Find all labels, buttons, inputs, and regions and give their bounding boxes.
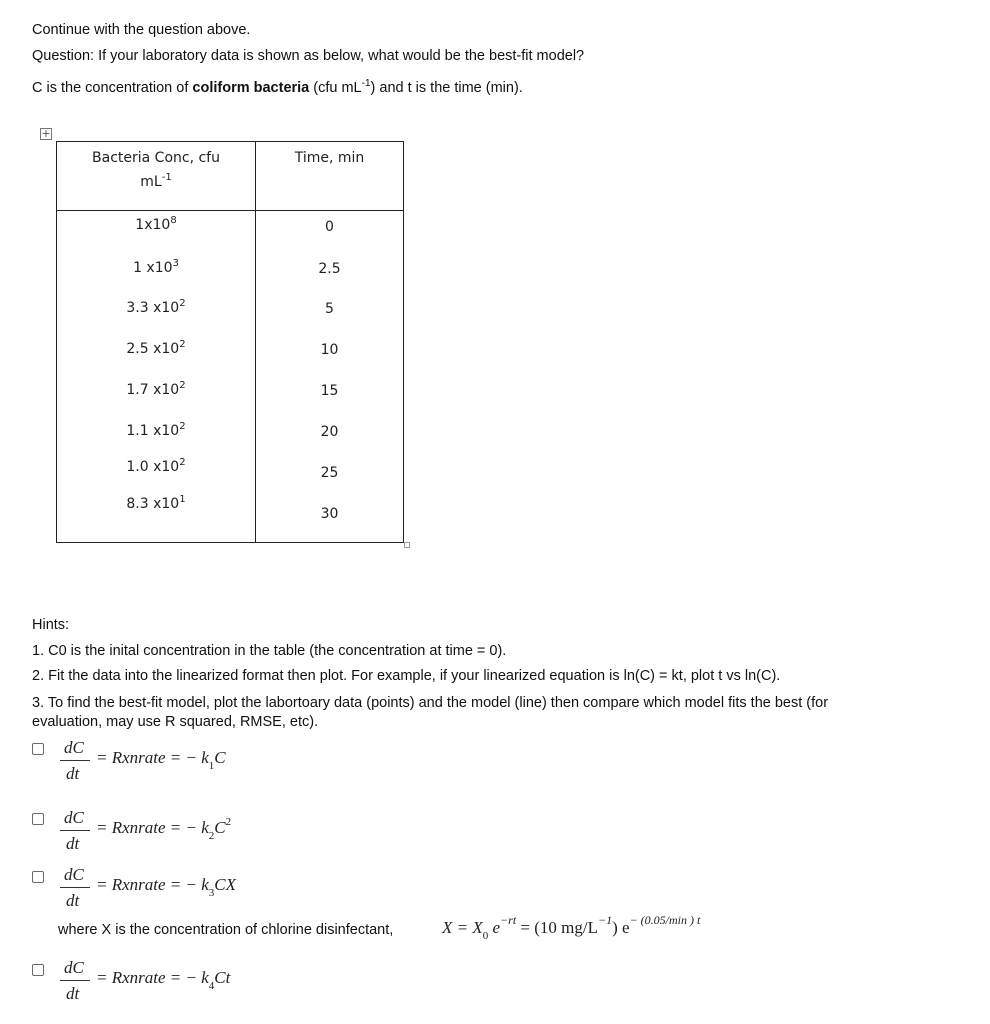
data-table <box>56 141 404 543</box>
conc-cell: 2.5 $x10^2$ <box>126 339 186 357</box>
option-1-checkbox[interactable] <box>32 743 44 755</box>
definition-mid: (cfu mL <box>309 80 362 96</box>
option-4-equation: dC dt = Rxnrate = − $k_4Ct$ <box>60 958 320 1008</box>
hint-1: 1. C0 is the inital concentration in the table (the concentration at time = 0). <box>32 643 507 659</box>
hint-2: 2. Fit the data into the linearized format then plot. For example, if your linearized equation is ln(C) = kt, plot t vs ln(C). <box>32 668 781 684</box>
intro-line-1: Continue with the question above. <box>32 22 251 38</box>
option-4-checkbox[interactable] <box>32 964 44 976</box>
time-cell: 10 <box>320 342 339 358</box>
header-conc <box>57 146 255 194</box>
time-cell: 20 <box>320 424 339 440</box>
option-1-equation: dC dt = Rxnrate = − $k_1C$ <box>60 738 320 788</box>
conc-cell: 1 $x10^3$ <box>133 258 179 276</box>
header-conc-line1: Bacteria Conc, cfu <box>92 150 220 166</box>
chlorine-equation: $X = X_0$ $e^{-rt} = (10$ $mg/L^{-1}$) $e^{- (0.05/min ) t}$ <box>442 913 701 942</box>
header-time: Time, min <box>294 150 365 166</box>
definition-post: ) and t is the time (min). <box>370 80 523 96</box>
conc-cell: 1.0 $x10^2$ <box>126 457 186 475</box>
concentration-definition <box>32 79 523 97</box>
conc-cell: 3.3 $x10^2$ <box>126 298 186 316</box>
time-cell: 2.5 <box>318 261 341 277</box>
definition-sup: -1 <box>361 78 371 89</box>
option-2-equation: dC dt = Rxnrate = − $k_2C^2$ <box>60 808 320 858</box>
table-resize-handle[interactable] <box>404 542 410 548</box>
time-cell: 5 <box>325 301 334 317</box>
conc-cell: 8.3 $x10^1$ <box>126 494 186 512</box>
conc-cell: $1x10^8$ <box>135 215 177 233</box>
table-move-handle-icon[interactable]: + <box>41 127 51 140</box>
time-cell: 0 <box>325 219 334 235</box>
definition-bold: coliform bacteria <box>192 80 310 96</box>
hints-title: Hints: <box>32 617 70 633</box>
where-description: where X is the concentration of chlorine disinfectant, <box>58 922 394 938</box>
conc-cell: 1.1 $x10^2$ <box>126 421 186 439</box>
hint-3b: evaluation, may use R squared, RMSE, etc). <box>32 714 319 730</box>
question-text: Question: If your laboratory data is shown as below, what would be the best-fit model? <box>32 48 585 64</box>
option-3-equation: dC dt = Rxnrate = − $k_3CX$ <box>60 865 320 915</box>
header-divider <box>57 210 403 211</box>
hint-3a: 3. To find the best-fit model, plot the labortoary data (points) and the model (line) then compare which model fits the best (for <box>32 695 829 711</box>
header-conc-line2: $mL^{-1}$ <box>140 172 172 190</box>
time-cell: 15 <box>320 383 339 399</box>
option-2-checkbox[interactable] <box>32 813 44 825</box>
time-cell: 30 <box>320 506 339 522</box>
conc-cell: 1.7 $x10^2$ <box>126 380 186 398</box>
option-3-checkbox[interactable] <box>32 871 44 883</box>
time-cell: 25 <box>320 465 339 481</box>
definition-pre: C is the concentration of <box>32 80 193 96</box>
